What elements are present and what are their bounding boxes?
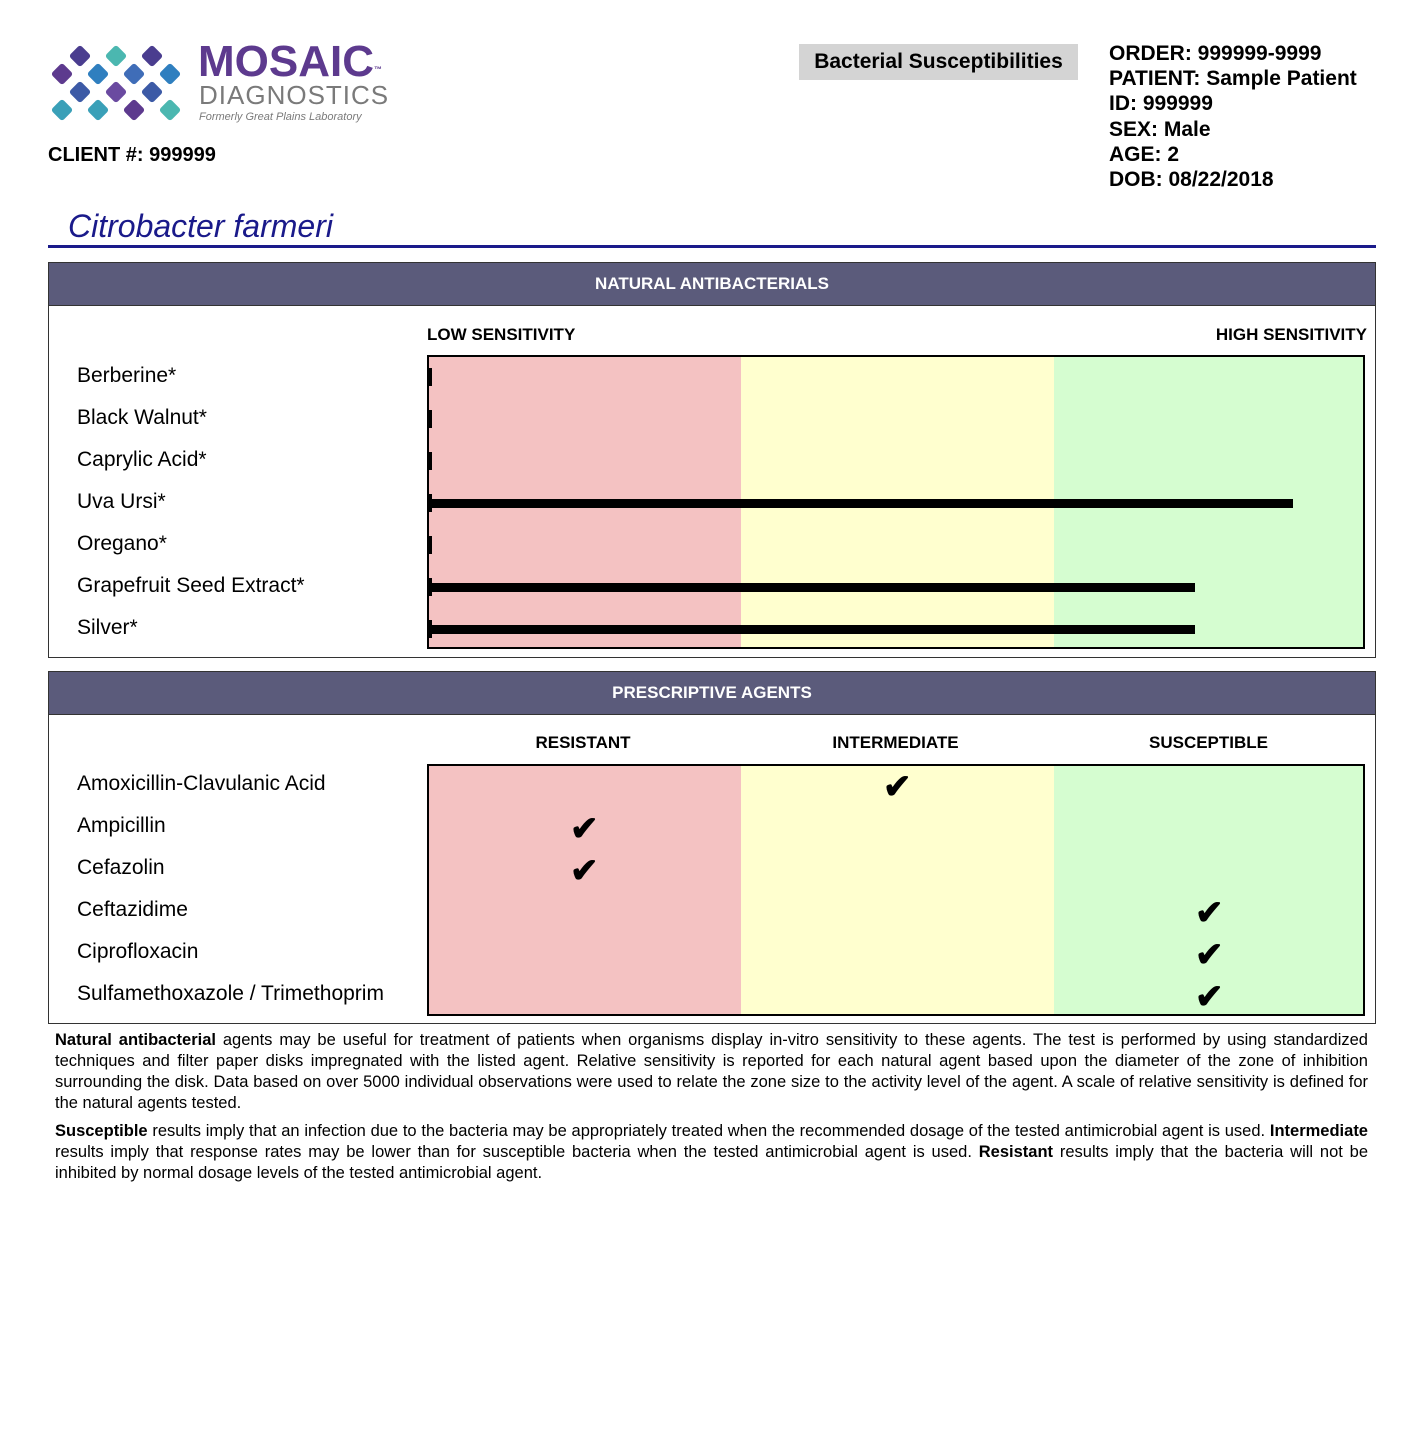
logo-diamond — [105, 45, 128, 68]
patient-name: PATIENT: Sample Patient — [1109, 67, 1357, 91]
sensitivity-origin-tick — [429, 536, 432, 554]
natural-antibacterials-panel — [48, 262, 1376, 658]
sensitivity-bar — [429, 625, 1195, 634]
report-title: Bacterial Susceptibilities — [799, 44, 1078, 80]
client-number: CLIENT #: 999999 — [48, 144, 216, 166]
organism-name: Citrobacter farmeri — [68, 208, 333, 244]
patient-id: ID: 999999 — [1109, 92, 1213, 116]
interpretation-notes — [55, 1030, 1368, 1191]
sensitivity-origin-tick — [429, 368, 432, 386]
logo-subtitle: DIAGNOSTICS — [199, 80, 390, 110]
checkmark-icon: ✔ — [1195, 936, 1224, 974]
prescriptive-agent-name: Ceftazidime — [77, 898, 188, 921]
prescriptive-agent-name: Amoxicillin-Clavulanic Acid — [77, 772, 326, 795]
susceptible-column-label: SUSCEPTIBLE — [1148, 733, 1269, 752]
sensitivity-scale — [427, 355, 1365, 649]
prescriptive-agent-name: Ciprofloxacin — [77, 940, 199, 963]
logo-diamond — [87, 63, 110, 86]
patient-dob: DOB: 08/22/2018 — [1109, 168, 1274, 192]
prescriptive-agent-name: Cefazolin — [77, 856, 165, 879]
natural-agent-name: Black Walnut* — [77, 406, 207, 429]
logo-diamond — [141, 81, 164, 104]
natural-panel-title: NATURAL ANTIBACTERIALS — [49, 263, 1375, 306]
resistant-column-label: RESISTANT — [535, 733, 631, 752]
susceptibility-grid — [427, 764, 1365, 1016]
logo-diamond — [123, 99, 146, 122]
logo-diamond — [87, 99, 110, 122]
natural-agent-name: Caprylic Acid* — [77, 448, 207, 471]
logo-diamond — [159, 63, 182, 86]
logo-tagline: Formerly Great Plains Laboratory — [199, 111, 362, 123]
natural-agent-name: Oregano* — [77, 532, 167, 555]
prescriptive-agent-name: Ampicillin — [77, 814, 166, 837]
intermediate-column-label: INTERMEDIATE — [832, 733, 959, 752]
checkmark-icon: ✔ — [570, 852, 599, 890]
resistant-zone — [429, 766, 741, 1014]
prescriptive-panel-title: PRESCRIPTIVE AGENTS — [49, 672, 1375, 715]
checkmark-icon: ✔ — [570, 810, 599, 848]
prescriptive-agent-name: Sulfamethoxazole / Trimethoprim — [77, 982, 384, 1005]
natural-agent-name: Berberine* — [77, 364, 177, 387]
sensitivity-origin-tick — [429, 410, 432, 428]
checkmark-icon: ✔ — [883, 768, 912, 806]
susceptible-zone — [1054, 766, 1363, 1014]
patient-age: AGE: 2 — [1109, 142, 1180, 166]
logo-diamond — [141, 45, 164, 68]
natural-note: Natural antibacterial agents may be useful for treatment of patients when organisms display in-vitro sensitivity to these agents. The test is performed by using standardized techniques and filter paper disks impregnated with the listed agent. Relative sensitivity is reported for each natural agent based upon the diameter of the zone of inhibition surrounding the disk. Data based on over 5000 individual observations were used to relate the zone size to the activity level of the agent. A scale of relative sensitivity is defined for the natural agents tested. — [55, 1031, 1368, 1112]
logo-diamond — [159, 99, 182, 122]
logo-diamond — [105, 81, 128, 104]
logo-mark — [48, 40, 188, 130]
patient-info — [1109, 41, 1357, 192]
prescriptive-agents-panel — [48, 671, 1376, 1024]
order-number: ORDER: 999999-9999 — [1109, 42, 1322, 65]
logo-diamond — [69, 45, 92, 68]
natural-agent-name: Silver* — [77, 616, 138, 639]
sensitivity-bar — [429, 583, 1195, 592]
susceptibility-note: Susceptible results imply that an infection due to the bacteria may be appropriately treated when the recommended dosage of the tested antimicrobial agent is used. Intermediate results imply that response rates may be lower than for susceptible bacteria when the tested antimicrobial agent is used. Resistant results imply that the bacteria will not be inhibited by normal dosage levels of the tested antimicrobial agent. — [55, 1122, 1369, 1182]
logo-diamond — [123, 63, 146, 86]
checkmark-icon: ✔ — [1195, 978, 1224, 1016]
patient-sex: SEX: Male — [1109, 117, 1211, 141]
organism-divider — [48, 245, 1376, 248]
logo-diamond — [51, 99, 74, 122]
checkmark-icon: ✔ — [1195, 894, 1224, 932]
logo-diamond — [51, 63, 74, 86]
natural-agent-name: Grapefruit Seed Extract* — [77, 574, 305, 597]
logo-diamond — [69, 81, 92, 104]
natural-agent-name: Uva Ursi* — [77, 490, 166, 513]
sensitivity-origin-tick — [429, 452, 432, 470]
mosaic-logo — [48, 37, 390, 130]
low-sensitivity-label: LOW SENSITIVITY — [427, 325, 576, 344]
sensitivity-bar — [429, 499, 1293, 508]
logo-wordmark: MOSAIC™ — [198, 37, 382, 86]
high-sensitivity-label: HIGH SENSITIVITY — [1215, 325, 1367, 344]
